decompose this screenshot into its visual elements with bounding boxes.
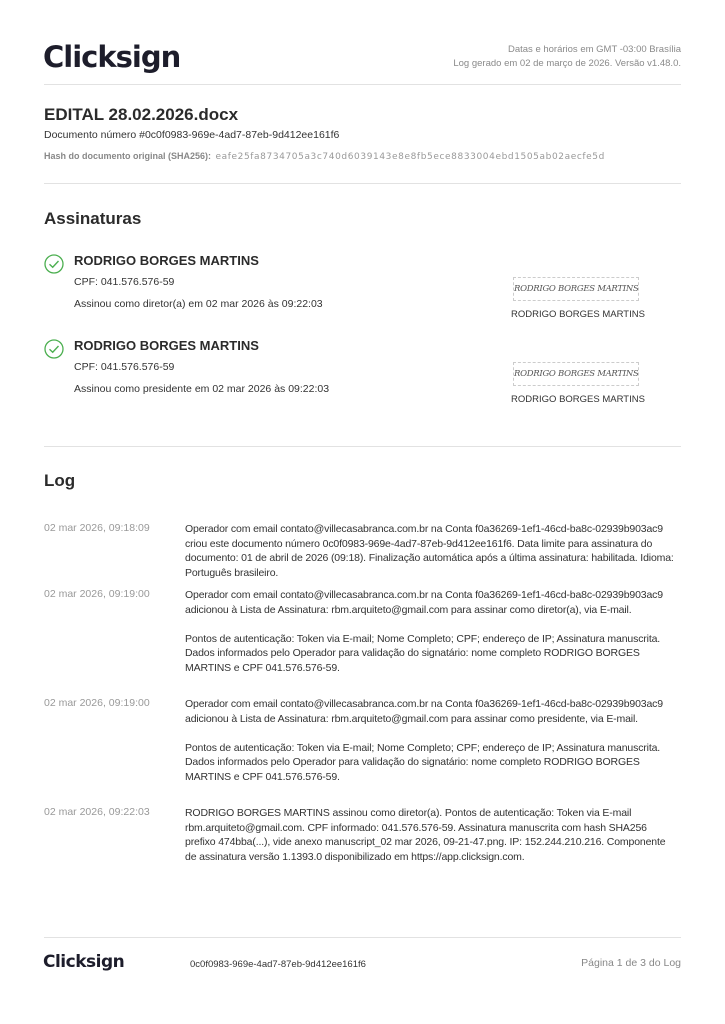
log-paragraph: Operador com email contato@villecasabranca.com.br na Conta f0a36269-1ef1-46cd-ba8c-02939b903ac9 adicionou à Lista de Assinatura: rbm.arquiteto@gmail.com para assinar como presidente, via E-mail. <box>185 698 663 725</box>
document-number: Documento número #0c0f0983-969e-4ad7-87eb-9d412ee161f6 <box>44 129 340 141</box>
header-meta <box>453 43 681 71</box>
log-text <box>185 697 677 784</box>
log-paragraph: RODRIGO BORGES MARTINS assinou como diretor(a). Pontos de autenticação: Token via E-mail rbm.arquiteto@gmail.com. CPF informado: 041.576.576-59. Assinatura manuscrita com hash SHA256 prefixo 474bba(...), vide anexo manuscript_02 mar 2026, 09-21-47.png. IP: 152.244.210.216. Componente de assinatura versão 1.1393.0 disponibilizado em https://app.clicksign.com. <box>185 807 666 863</box>
signature-caption: RODRIGO BORGES MARTINS <box>511 394 645 405</box>
footer-logo: Clicksign <box>43 952 125 972</box>
document-title: EDITAL 28.02.2026.docx <box>44 105 239 124</box>
timezone-note: Datas e horários em GMT -03:00 Brasília <box>507 44 681 55</box>
signer-signed-info: Assinou como diretor(a) em 02 mar 2026 às 09:22:03 <box>74 298 323 310</box>
document-hash <box>44 146 605 164</box>
clicksign-logo: Clicksign <box>43 40 181 74</box>
divider <box>44 84 681 85</box>
footer-page-number: Página 1 de 3 do Log <box>581 957 681 969</box>
log-paragraph: Operador com email contato@villecasabranca.com.br na Conta f0a36269-1ef1-46cd-ba8c-02939b903ac9 adicionou à Lista de Assinatura: rbm.arquiteto@gmail.com para assinar como diretor(a), via E-mail. <box>185 589 663 616</box>
log-paragraph: Operador com email contato@villecasabranca.com.br na Conta f0a36269-1ef1-46cd-ba8c-02939b903ac9 criou este documento número 0c0f0983-969e-4ad7-87eb-9d412ee161f6. Data limite para assinatura do documento: 01 de abril de 2026 (09:18). Finalização automática após a última assinatura: habilitada. Idioma: Português brasileiro. <box>185 523 674 579</box>
signer-cpf: CPF: 041.576.576-59 <box>74 361 175 373</box>
log-date: 02 mar 2026, 09:19:00 <box>44 588 150 600</box>
log-text <box>185 522 677 580</box>
log-date: 02 mar 2026, 09:22:03 <box>44 806 150 818</box>
log-paragraph: Pontos de autenticação: Token via E-mail; Nome Completo; CPF; endereço de IP; Assinatura manuscrita. Dados informados pelo Operador para validação do signatário: nome completo RODRIGO BORGES MARTINS e CPF 041.576.576-59. <box>185 741 661 783</box>
footer-document-id: 0c0f0983-969e-4ad7-87eb-9d412ee161f6 <box>190 959 366 970</box>
divider <box>44 446 681 447</box>
check-circle-icon <box>44 339 64 359</box>
log-date: 02 mar 2026, 09:18:09 <box>44 522 150 534</box>
divider <box>44 183 681 184</box>
signature-caption: RODRIGO BORGES MARTINS <box>511 309 645 320</box>
log-paragraph: Pontos de autenticação: Token via E-mail; Nome Completo; CPF; endereço de IP; Assinatura manuscrita. Dados informados pelo Operador para validação do signatário: nome completo RODRIGO BORGES MARTINS e CPF 041.576.576-59. <box>185 632 661 674</box>
footer-divider <box>44 937 681 938</box>
signer-name: RODRIGO BORGES MARTINS <box>74 253 259 268</box>
log-heading: Log <box>44 471 76 490</box>
signature-image: RODRIGO BORGES MARTINS <box>513 362 639 386</box>
signer-cpf: CPF: 041.576.576-59 <box>74 276 175 288</box>
log-text <box>185 806 677 864</box>
hash-label: Hash do documento original (SHA256): <box>44 151 212 161</box>
signature-image: RODRIGO BORGES MARTINS <box>513 277 639 301</box>
generated-note: Log gerado em 02 de março de 2026. Versão v1.48.0. <box>453 58 681 69</box>
signatures-heading: Assinaturas <box>44 209 142 228</box>
hash-value: eafe25fa8734705a3c740d6039143e8e8fb5ece8833004ebd1505ab02aecfe5d <box>215 152 605 162</box>
log-date: 02 mar 2026, 09:19:00 <box>44 697 150 709</box>
signer-signed-info: Assinou como presidente em 02 mar 2026 às 09:22:03 <box>74 383 330 395</box>
check-circle-icon <box>44 254 64 274</box>
log-text <box>185 588 677 675</box>
signer-name: RODRIGO BORGES MARTINS <box>74 338 259 353</box>
